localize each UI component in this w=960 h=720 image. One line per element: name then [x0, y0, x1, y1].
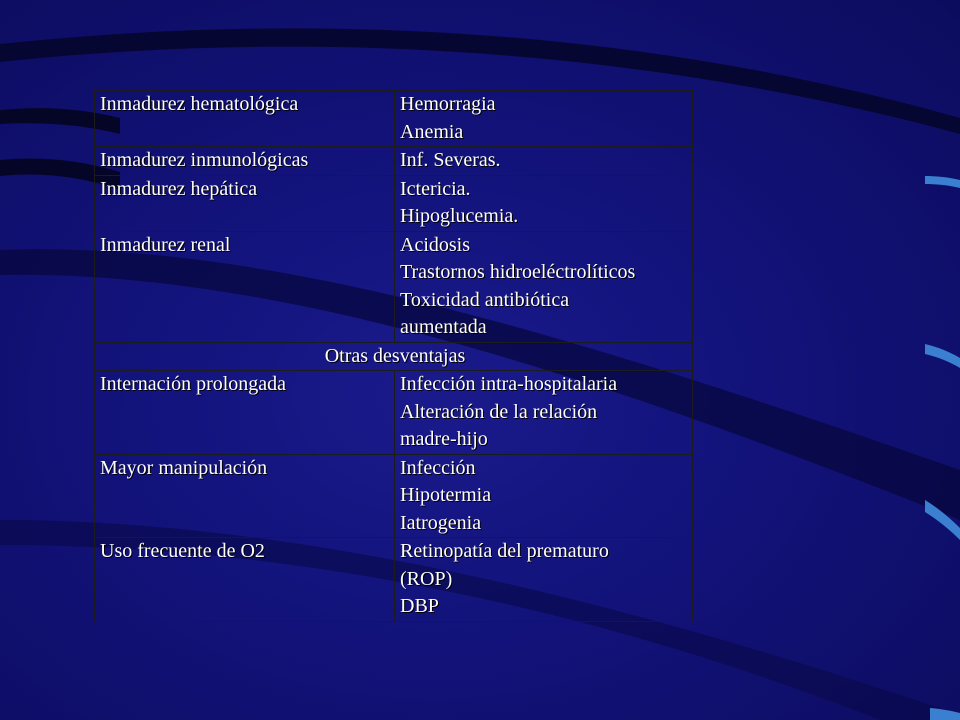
swoosh-highlight-1: [925, 176, 960, 188]
table-row: [95, 454, 693, 538]
consequence-line: Infección: [400, 456, 476, 479]
consequence-cell: [395, 231, 693, 342]
table-row: [95, 231, 693, 342]
condition-cell: [95, 454, 395, 538]
consequence-line: (ROP): [400, 567, 453, 590]
condition-label: Inmadurez hepática: [100, 177, 258, 200]
consequence-line: Inf. Severas.: [400, 149, 501, 171]
consequence-line: Acidosis: [400, 233, 470, 256]
condition-cell: [95, 175, 395, 231]
condition-cell: [95, 91, 395, 147]
table-row: [95, 147, 693, 176]
consequence-line: Iatrogenia: [400, 511, 482, 534]
condition-cell: [95, 147, 395, 176]
consequence-line: Retinopatía del prematuro: [400, 540, 609, 562]
condition-label: Internación prolongada: [100, 373, 287, 395]
consequence-cell: [395, 454, 693, 538]
consequence-line: Toxicidad antibiótica: [400, 288, 570, 311]
consequence-line: Hipoglucemia.: [400, 205, 519, 227]
condition-cell: [95, 538, 395, 622]
table-row: [95, 91, 693, 147]
consequence-line: Hipotermia: [400, 484, 492, 506]
condition-label: Uso frecuente de O2: [100, 540, 265, 562]
swoosh-highlight-4: [930, 708, 960, 720]
section-header-label: Otras desventajas: [324, 344, 466, 367]
consequence-line: Alteración de la relación: [400, 400, 598, 423]
consequence-cell: [395, 371, 693, 455]
table-row: [95, 175, 693, 231]
consequence-line: Trastornos hidroeléctrolíticos: [400, 261, 636, 283]
swoosh-highlight-2: [925, 344, 960, 368]
consequence-line: Ictericia.: [400, 177, 471, 200]
section-header-cell: [95, 342, 693, 371]
consequence-line: madre-hijo: [400, 428, 488, 450]
condition-label: Inmadurez hematológica: [100, 93, 299, 115]
consequence-cell: [395, 175, 693, 231]
consequence-line: Hemorragia: [400, 93, 496, 115]
condition-label: Inmadurez inmunológicas: [100, 149, 309, 171]
consequence-line: aumentada: [400, 316, 487, 338]
table-row: [95, 538, 693, 622]
consequence-cell: [395, 538, 693, 622]
condition-label: Inmadurez renal: [100, 233, 231, 256]
condition-label: Mayor manipulación: [100, 456, 268, 479]
consequence-cell: [395, 147, 693, 176]
consequence-cell: [395, 91, 693, 147]
condition-cell: [95, 371, 395, 455]
disadvantages-table: [94, 90, 693, 622]
consequence-line: Anemia: [400, 120, 464, 143]
consequence-line: Infección intra-hospitalaria: [400, 373, 618, 395]
table-row: [95, 371, 693, 455]
consequence-line: DBP: [400, 595, 439, 617]
condition-cell: [95, 231, 395, 342]
section-header-row: [95, 342, 693, 371]
